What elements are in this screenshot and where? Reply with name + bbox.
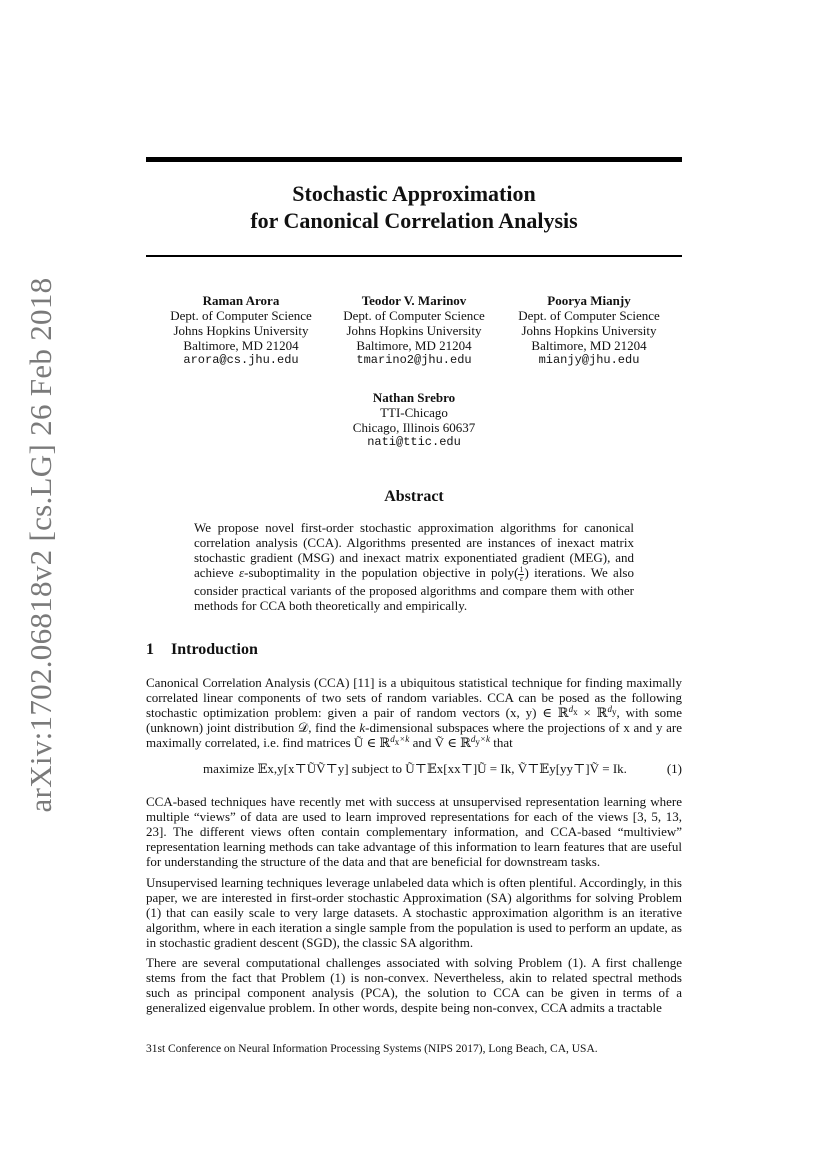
intro-text-1d: and Ṽ ∈ ℝ	[409, 735, 471, 750]
author-dept: Dept. of Computer Science	[518, 308, 660, 323]
author-address: Baltimore, MD 21204	[531, 338, 647, 353]
poly-function: poly	[491, 565, 515, 580]
author-block-1	[146, 293, 336, 368]
author-email: nati@ttic.edu	[367, 435, 461, 449]
abstract-body: We propose novel first-order stochastic approximation algorithms for canonical correlation analysis (CCA). Algorithms presented are instances of inexact matrix stochastic gradient (MSG) and inexact matrix exponentiated gradient (MEG), and achieve ε-suboptimality in the population objective in poly( $\frac{1}{\varepsilon}$ ) iterations. We also consider practical variants of the proposed algorithms and compare them with other methods for CCA both theoretically and empirically.	[194, 520, 634, 613]
author-email: mianjy@jhu.edu	[538, 353, 640, 367]
dy-superscript: d	[607, 703, 612, 714]
epsilon-symbol: ε	[238, 565, 245, 580]
u-shape-k: ×k	[399, 733, 410, 744]
author-institution: Johns Hopkins University	[173, 323, 309, 338]
author-dept: Dept. of Computer Science	[170, 308, 312, 323]
conference-footnote: 31st Conference on Neural Information Processing Systems (NIPS 2017), Long Beach, CA, USA.	[146, 1043, 598, 1055]
author-address: Chicago, Illinois 60637	[352, 420, 476, 435]
arxiv-id-text: arXiv:1702.06818v2 [cs.LG] 26 Feb 2018	[23, 277, 58, 813]
intro-text-1b: , with some (unknown) joint distribution 𝒟, find the	[146, 705, 683, 735]
fraction-denominator: ε	[519, 573, 524, 583]
title-line-2: for Canonical Correlation Analysis	[250, 208, 578, 233]
intro-paragraph-2: CCA-based techniques have recently met with success at unsupervised representation learning where multiple “views” of data are used to learn improved representations for each of the views [3, 5, 13, 23]. The different views often contain complementary information, and CCA-based “multiview” representation learning methods can take advantage of this information to learn features that are useful for understanding the structure of the data and that are beneficial for downstream tasks.	[146, 794, 682, 869]
v-shape-k: ×k	[479, 733, 490, 744]
dy-subscript: y	[611, 706, 617, 717]
intro-text-1e: that	[489, 735, 513, 750]
section-title: Introduction	[171, 641, 258, 658]
u-shape-d: d	[390, 733, 395, 744]
v-shape-d: d	[470, 733, 476, 744]
abstract-text-1b: -suboptimality in the population objective in	[244, 565, 491, 580]
author-email: tmarino2@jhu.edu	[356, 353, 472, 367]
author-name: Poorya Mianjy	[547, 293, 631, 308]
abstract-heading: Abstract	[384, 488, 444, 505]
author-institution: TTI-Chicago	[380, 405, 448, 420]
u-shape-sub: x	[394, 736, 400, 747]
title-top-rule	[146, 157, 682, 162]
fraction-numerator: 1	[519, 564, 524, 574]
paper-title	[146, 180, 682, 234]
author-address: Baltimore, MD 21204	[356, 338, 472, 353]
author-name: Nathan Srebro	[372, 390, 456, 405]
intro-paragraph-3: Unsupervised learning techniques leverage unlabeled data which is often plentiful. Accordingly, in this paper, we are interested in first-order stochastic Approximation (SA) algorithms for solving Problem (1) that can easily scale to very large datasets. A stochastic approximation algorithm is an iterative algorithm, where in each iteration a single sample from the population is used to perform an update, as in stochastic gradient descent (SGD), the classic SA algorithm.	[146, 875, 682, 950]
intro-paragraph-4: There are several computational challenges associated with solving Problem (1). A first challenge stems from the fact that Problem (1) is non-convex. Nevertheless, akin to related spectral methods such as principal component analysis (PCA), the solution to CCA can be given in terms of a generalized eigenvalue problem. In other words, despite being non-convex, CCA admits a tractable	[146, 955, 682, 1015]
author-address: Baltimore, MD 21204	[183, 338, 299, 353]
author-institution: Johns Hopkins University	[346, 323, 482, 338]
section-number: 1	[146, 641, 154, 658]
title-bottom-rule	[146, 255, 682, 257]
abstract-text-2: iterations. We also consider practical variants of the proposed algorithms and compare them with other methods for CCA both theoretically and empirically.	[194, 565, 634, 613]
introduction-heading	[146, 641, 258, 659]
v-shape-sub: y	[475, 736, 480, 747]
intro-paragraph-1	[146, 675, 682, 750]
intro-text-1a: Canonical Correlation Analysis (CCA) [11] is a ubiquitous statistical technique for finding maximally correlated linear components of two sets of random variables. CCA can be posed as the following stochastic optimization problem: given a pair of random vectors (x, y) ∈ ℝ	[146, 675, 682, 720]
times-reals: × ℝ	[577, 705, 608, 720]
arxiv-sidebar-stamp	[18, 277, 64, 813]
dx-subscript: x	[573, 706, 578, 717]
author-name: Teodor V. Marinov	[361, 293, 467, 308]
abstract-text-1: We propose novel first-order stochastic approximation algorithms for canonical correlation analysis (CCA). Algorithms presented are instances of inexact matrix stochastic gradient (MSG) and inexact matrix exponentiated gradient (MEG), and achieve	[194, 520, 634, 580]
author-email: arora@cs.jhu.edu	[183, 353, 299, 367]
author-block-4	[319, 390, 509, 450]
intro-text-1c: -dimensional subspaces where the projections of x and y are maximally correlated, i.e. find matrices Ũ ∈ ℝ	[146, 720, 682, 750]
title-line-1: Stochastic Approximation	[292, 181, 536, 206]
author-name: Raman Arora	[202, 293, 280, 308]
k-symbol: k	[359, 720, 366, 735]
author-block-2	[319, 293, 509, 368]
cca-objective-equation: maximize 𝔼x,y[x⊤ŨṼ⊤y] subject to Ũ⊤𝔼x[xx⊤]Ũ = Ik, Ṽ⊤𝔼y[yy⊤]Ṽ = Ik.	[203, 761, 627, 776]
author-institution: Johns Hopkins University	[521, 323, 657, 338]
author-block-3	[494, 293, 684, 368]
equation-number: (1)	[666, 761, 682, 776]
author-dept: Dept. of Computer Science	[343, 308, 485, 323]
one-over-epsilon-fraction	[518, 566, 524, 583]
dx-superscript: d	[568, 703, 574, 714]
